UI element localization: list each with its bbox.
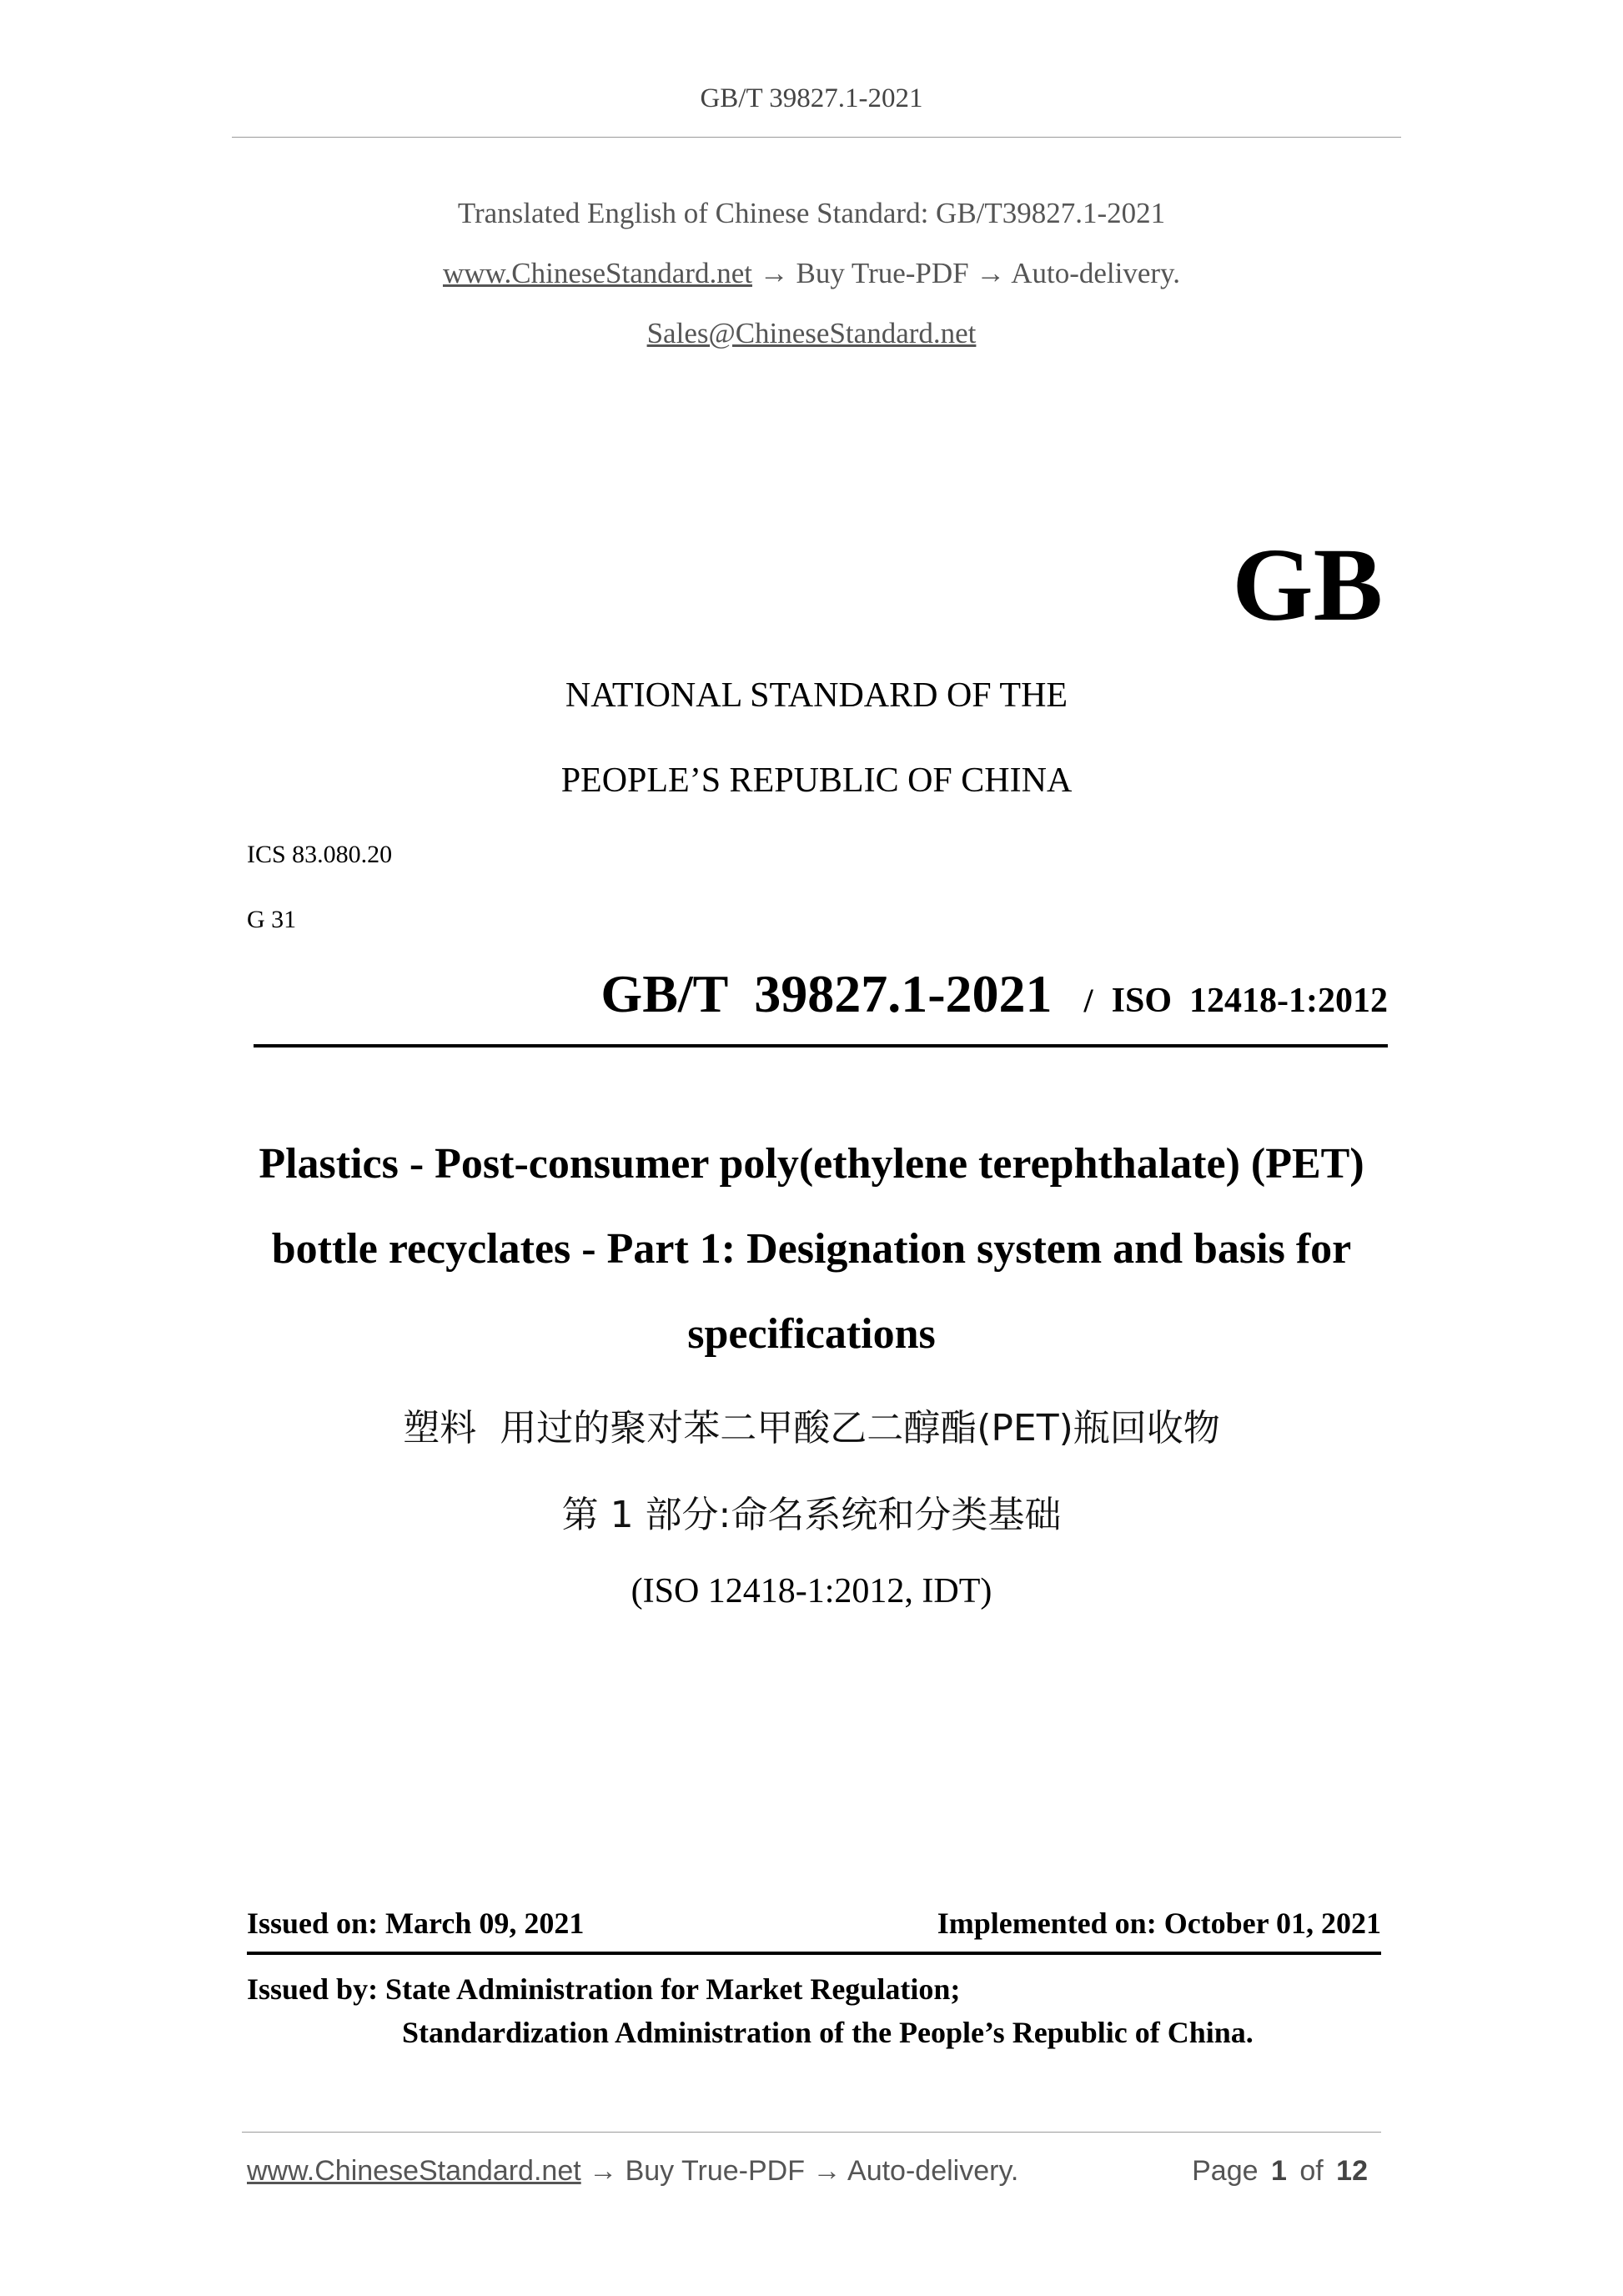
header-rule [232,137,1401,138]
page-label: Page [1192,2155,1259,2187]
english-title-line-3: specifications [687,1310,936,1358]
arrow-icon: → [759,257,789,289]
iso-number: ISO 12418-1:2012 [1111,982,1388,1020]
running-header: GB/T 39827.1-2021 [700,83,923,113]
adoption-note: (ISO 12418-1:2012, IDT) [631,1572,992,1610]
english-title-line-1: Plastics - Post-consumer poly(ethylene terephthalate) (PET) [259,1140,1364,1188]
standard-number-line [600,963,1388,1025]
dates-rule [247,1952,1381,1955]
title-rule [254,1044,1388,1048]
standard-number: GB/T 39827.1-2021 [600,964,1053,1023]
gb-mark: GB [1232,528,1383,643]
email-link[interactable]: Sales@ChineseStandard.net [646,317,977,349]
footer-purchase-line [247,2155,1018,2188]
english-title-line-2: bottle recyclates - Part 1: Designation system and basis for [271,1225,1352,1273]
implemented-on-date: Implemented on: October 01, 2021 [937,1907,1381,1940]
footer-auto-delivery-text: Auto-delivery. [847,2155,1019,2187]
national-title-line-2: PEOPLE’S REPUBLIC OF CHINA [560,761,1073,800]
arrow-icon: → [976,257,1006,289]
buy-text: Buy True-PDF [796,257,969,289]
site-link[interactable]: www.ChineseStandard.net [442,257,752,289]
email-line [0,317,1623,350]
footer-site-link[interactable]: www.ChineseStandard.net [247,2155,581,2187]
translation-notice: Translated English of Chinese Standard: GB/T39827.1-2021 [457,197,1166,229]
chinese-title-line-1: 塑料 用过的聚对苯二甲酸乙二醇酯(PET)瓶回收物 [403,1407,1220,1449]
issued-on-date: Issued on: March 09, 2021 [247,1907,585,1940]
issued-by-line-2: Standardization Administration of the People’s Republic of China. [402,2016,1254,2049]
chinese-title-line-2: 第 1 部分:命名系统和分类基础 [561,1494,1062,1536]
page-indicator [1192,2155,1373,2188]
footer-buy-text: Buy True-PDF [625,2155,805,2187]
arrow-icon: → [589,2155,618,2187]
number-separator: / [1083,982,1093,1019]
auto-delivery-text: Auto-delivery. [1011,257,1181,289]
page-total: 12 [1336,2155,1368,2187]
issued-by-line-1: Issued by: State Administration for Market Regulation; [247,1972,961,2006]
national-title-line-1: NATIONAL STANDARD OF THE [565,676,1068,715]
footer-rule [242,2132,1381,2133]
page-current: 1 [1270,2155,1287,2187]
purchase-line [0,257,1623,290]
ics-code: ICS 83.080.20 [247,841,393,868]
arrow-icon: → [812,2155,842,2187]
classification-code: G 31 [247,906,297,933]
page-of-label: of [1299,2155,1324,2187]
